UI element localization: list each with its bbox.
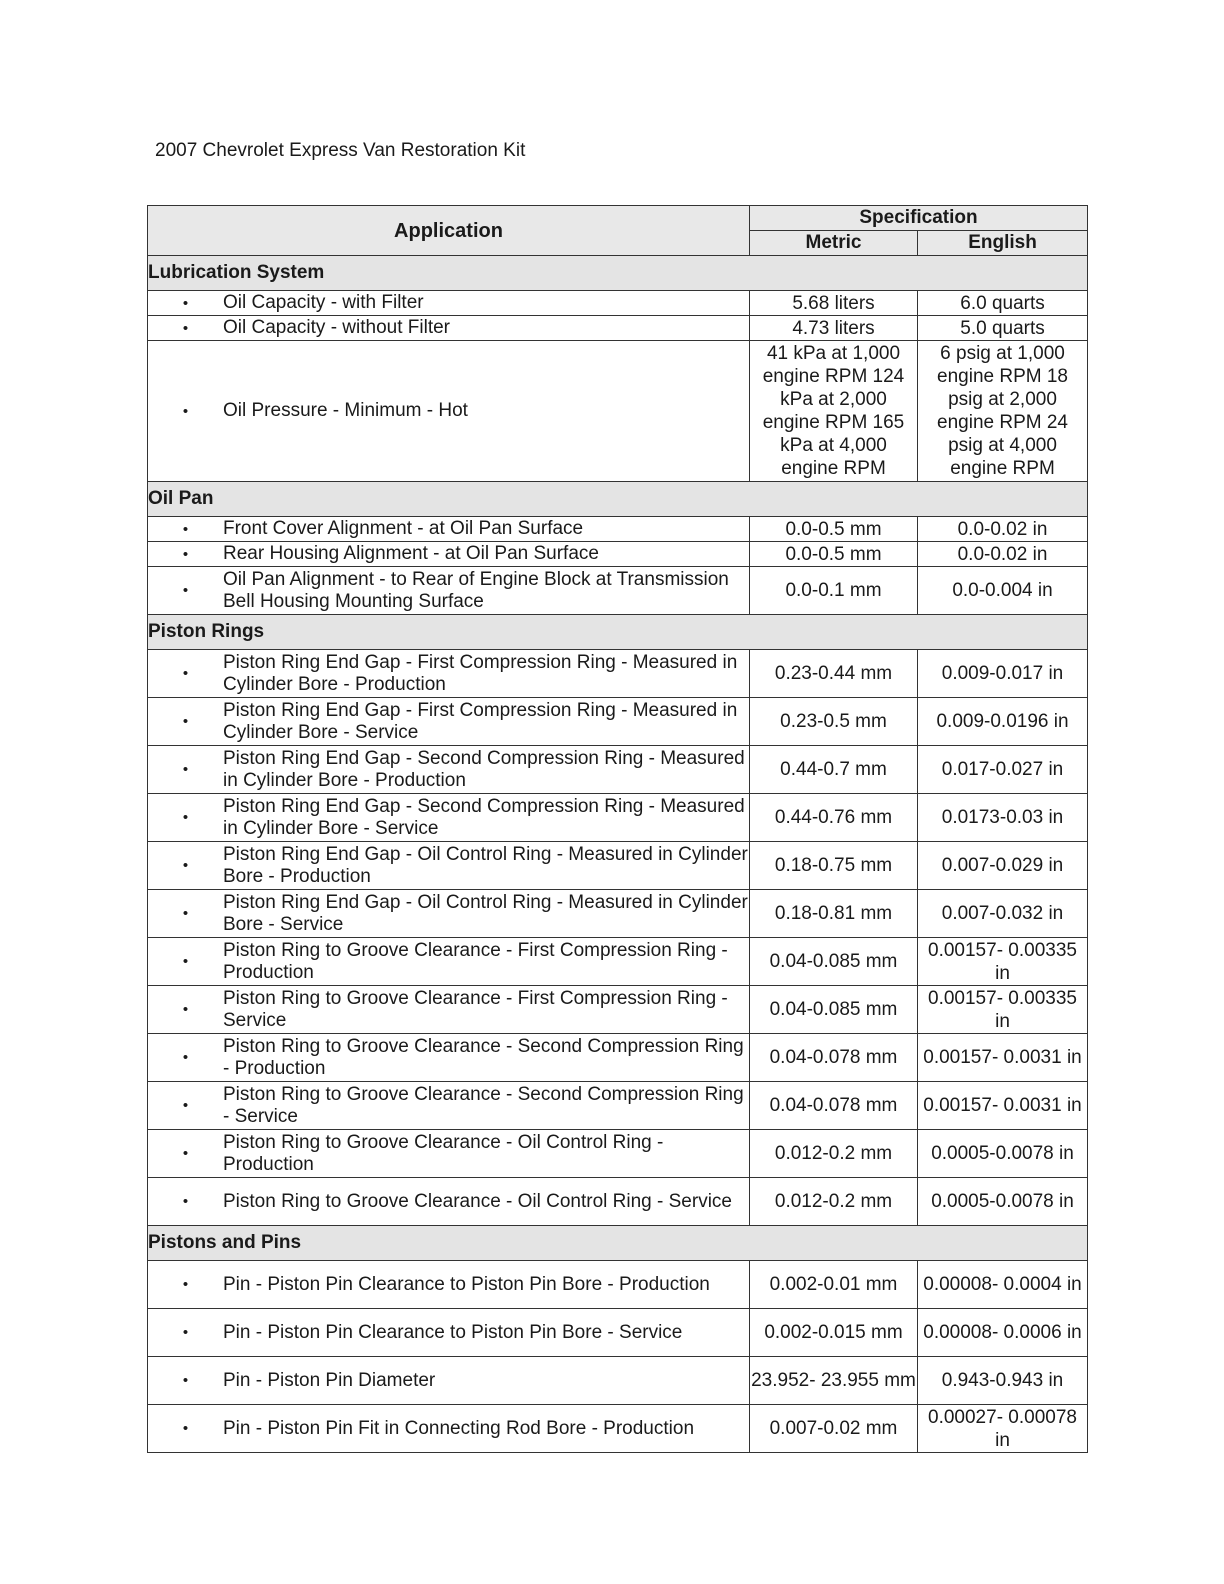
bullet-icon: •	[182, 1276, 189, 1293]
english-value: 0.009-0.017 in	[918, 650, 1088, 698]
application-cell	[148, 1261, 750, 1309]
bullet-icon: •	[182, 1324, 189, 1341]
section-heading: Lubrication System	[148, 256, 1088, 291]
metric-value: 0.0-0.1 mm	[750, 567, 918, 615]
table-row	[148, 1082, 1088, 1130]
metric-value: 0.007-0.02 mm	[750, 1405, 918, 1453]
metric-value: 0.012-0.2 mm	[750, 1178, 918, 1226]
application-cell	[148, 316, 750, 341]
english-value: 0.017-0.027 in	[918, 746, 1088, 794]
application-text: Piston Ring to Groove Clearance - First Compression Ring - Service	[223, 987, 728, 1031]
application-text: Front Cover Alignment - at Oil Pan Surface	[223, 518, 584, 539]
application-cell	[148, 567, 750, 615]
table-row	[148, 1405, 1088, 1453]
table-row	[148, 890, 1088, 938]
metric-value: 23.952- 23.955 mm	[750, 1357, 918, 1405]
section-row	[148, 482, 1088, 517]
table-row	[148, 1130, 1088, 1178]
english-value: 0.0-0.02 in	[918, 517, 1088, 542]
bullet-icon: •	[182, 905, 189, 922]
metric-value: 4.73 liters	[750, 316, 918, 341]
table-row	[148, 517, 1088, 542]
metric-value: 0.23-0.44 mm	[750, 650, 918, 698]
english-value: 0.00157- 0.00335 in	[918, 938, 1088, 986]
bullet-icon: •	[182, 953, 189, 970]
bullet-icon: •	[182, 520, 189, 538]
application-text: Piston Ring End Gap - Oil Control Ring - Measured in Cylinder Bore - Production	[223, 843, 748, 887]
metric-value: 0.0-0.5 mm	[750, 517, 918, 542]
application-text: Pin - Piston Pin Clearance to Piston Pin Bore - Production	[223, 1273, 710, 1295]
bullet-icon: •	[182, 1145, 189, 1162]
application-cell	[148, 794, 750, 842]
bullet-icon: •	[182, 402, 189, 420]
table-row	[148, 1357, 1088, 1405]
application-text: Oil Pan Alignment - to Rear of Engine Block at Transmission Bell Housing Mounting Surface	[223, 568, 729, 612]
english-value: 0.0173-0.03 in	[918, 794, 1088, 842]
application-text: Piston Ring End Gap - Second Compression Ring - Measured in Cylinder Bore - Service	[223, 795, 745, 839]
application-cell	[148, 650, 750, 698]
application-text: Rear Housing Alignment - at Oil Pan Surface	[223, 543, 599, 564]
application-text: Pin - Piston Pin Diameter	[223, 1369, 436, 1391]
application-cell	[148, 698, 750, 746]
application-cell	[148, 291, 750, 316]
table-row	[148, 794, 1088, 842]
english-value: 0.009-0.0196 in	[918, 698, 1088, 746]
application-cell	[148, 746, 750, 794]
table-row	[148, 1309, 1088, 1357]
application-cell	[148, 1130, 750, 1178]
metric-value: 0.04-0.085 mm	[750, 938, 918, 986]
table-row	[148, 1178, 1088, 1226]
table-row	[148, 316, 1088, 341]
english-value: 0.00008- 0.0004 in	[918, 1261, 1088, 1309]
english-value: 0.0-0.02 in	[918, 542, 1088, 567]
application-text: Piston Ring to Groove Clearance - Oil Control Ring - Production	[223, 1131, 664, 1175]
application-text: Oil Capacity - with Filter	[223, 292, 424, 313]
english-value: 5.0 quarts	[918, 316, 1088, 341]
table-row	[148, 650, 1088, 698]
application-text: Oil Capacity - without Filter	[223, 317, 451, 338]
bullet-icon: •	[182, 1420, 189, 1437]
metric-value: 0.23-0.5 mm	[750, 698, 918, 746]
application-text: Piston Ring End Gap - Second Compression Ring - Measured in Cylinder Bore - Production	[223, 747, 745, 791]
bullet-icon: •	[182, 1372, 189, 1389]
english-value: 6 psig at 1,000 engine RPM 18 psig at 2,000 engine RPM 24 psig at 4,000 engine RPM	[918, 341, 1088, 482]
application-cell	[148, 938, 750, 986]
application-cell	[148, 890, 750, 938]
table-row	[148, 842, 1088, 890]
bullet-icon: •	[182, 1193, 189, 1210]
bullet-icon: •	[182, 1049, 189, 1066]
english-value: 0.00157- 0.0031 in	[918, 1034, 1088, 1082]
metric-value: 0.002-0.01 mm	[750, 1261, 918, 1309]
document-title: 2007 Chevrolet Express Van Restoration Kit	[155, 140, 526, 161]
table-row	[148, 746, 1088, 794]
bullet-icon: •	[182, 665, 189, 682]
application-cell	[148, 1405, 750, 1453]
english-value: 0.00157- 0.0031 in	[918, 1082, 1088, 1130]
application-text: Oil Pressure - Minimum - Hot	[223, 400, 468, 421]
bullet-icon: •	[182, 761, 189, 778]
bullet-icon: •	[182, 857, 189, 874]
english-value: 0.00157- 0.00335 in	[918, 986, 1088, 1034]
application-text: Piston Ring to Groove Clearance - Oil Control Ring - Service	[223, 1190, 732, 1212]
application-text: Pin - Piston Pin Fit in Connecting Rod Bore - Production	[223, 1417, 695, 1439]
english-value: 0.00027- 0.00078 in	[918, 1405, 1088, 1453]
application-text: Piston Ring to Groove Clearance - Second Compression Ring - Service	[223, 1083, 744, 1127]
table-row	[148, 542, 1088, 567]
application-cell	[148, 842, 750, 890]
application-cell	[148, 1034, 750, 1082]
specification-table	[147, 205, 1088, 1453]
english-value: 0.007-0.032 in	[918, 890, 1088, 938]
application-text: Piston Ring to Groove Clearance - Second Compression Ring - Production	[223, 1035, 744, 1079]
bullet-icon: •	[182, 294, 189, 312]
application-cell	[148, 517, 750, 542]
section-row	[148, 615, 1088, 650]
header-specification: Specification	[750, 206, 1088, 231]
header-english: English	[918, 231, 1088, 256]
bullet-icon: •	[182, 809, 189, 826]
metric-value: 0.0-0.5 mm	[750, 542, 918, 567]
application-cell	[148, 1357, 750, 1405]
application-cell	[148, 542, 750, 567]
metric-value: 0.18-0.75 mm	[750, 842, 918, 890]
metric-value: 0.04-0.078 mm	[750, 1034, 918, 1082]
table-row	[148, 986, 1088, 1034]
header-metric: Metric	[750, 231, 918, 256]
bullet-icon: •	[182, 713, 189, 730]
section-heading: Oil Pan	[148, 482, 1088, 517]
section-heading: Pistons and Pins	[148, 1226, 1088, 1261]
bullet-icon: •	[182, 545, 189, 563]
english-value: 0.00008- 0.0006 in	[918, 1309, 1088, 1357]
application-cell	[148, 1082, 750, 1130]
english-value: 0.0005-0.0078 in	[918, 1178, 1088, 1226]
application-cell	[148, 986, 750, 1034]
english-value: 0.007-0.029 in	[918, 842, 1088, 890]
table-row	[148, 938, 1088, 986]
bullet-icon: •	[182, 1001, 189, 1018]
metric-value: 0.44-0.76 mm	[750, 794, 918, 842]
bullet-icon: •	[182, 582, 189, 599]
table-row	[148, 567, 1088, 615]
header-application: Application	[148, 206, 750, 256]
english-value: 0.943-0.943 in	[918, 1357, 1088, 1405]
metric-value: 5.68 liters	[750, 291, 918, 316]
metric-value: 0.44-0.7 mm	[750, 746, 918, 794]
metric-value: 0.04-0.085 mm	[750, 986, 918, 1034]
application-cell	[148, 1309, 750, 1357]
application-cell	[148, 1178, 750, 1226]
table-row	[148, 1034, 1088, 1082]
application-text: Piston Ring End Gap - First Compression Ring - Measured in Cylinder Bore - Service	[223, 699, 738, 743]
table-row	[148, 698, 1088, 746]
application-text: Piston Ring to Groove Clearance - First Compression Ring - Production	[223, 939, 728, 983]
english-value: 6.0 quarts	[918, 291, 1088, 316]
application-text: Piston Ring End Gap - Oil Control Ring - Measured in Cylinder Bore - Service	[223, 891, 748, 935]
metric-value: 0.18-0.81 mm	[750, 890, 918, 938]
section-row	[148, 256, 1088, 291]
english-value: 0.0-0.004 in	[918, 567, 1088, 615]
section-row	[148, 1226, 1088, 1261]
section-heading: Piston Rings	[148, 615, 1088, 650]
table-row	[148, 291, 1088, 316]
metric-value: 0.002-0.015 mm	[750, 1309, 918, 1357]
bullet-icon: •	[182, 319, 189, 337]
metric-value: 41 kPa at 1,000 engine RPM 124 kPa at 2,000 engine RPM 165 kPa at 4,000 engine RPM	[750, 341, 918, 482]
table-row	[148, 341, 1088, 482]
english-value: 0.0005-0.0078 in	[918, 1130, 1088, 1178]
metric-value: 0.04-0.078 mm	[750, 1082, 918, 1130]
bullet-icon: •	[182, 1097, 189, 1114]
application-text: Piston Ring End Gap - First Compression Ring - Measured in Cylinder Bore - Production	[223, 651, 738, 695]
table-row	[148, 1261, 1088, 1309]
application-text: Pin - Piston Pin Clearance to Piston Pin Bore - Service	[223, 1321, 683, 1343]
table-body	[148, 256, 1088, 1453]
metric-value: 0.012-0.2 mm	[750, 1130, 918, 1178]
application-cell	[148, 341, 750, 482]
